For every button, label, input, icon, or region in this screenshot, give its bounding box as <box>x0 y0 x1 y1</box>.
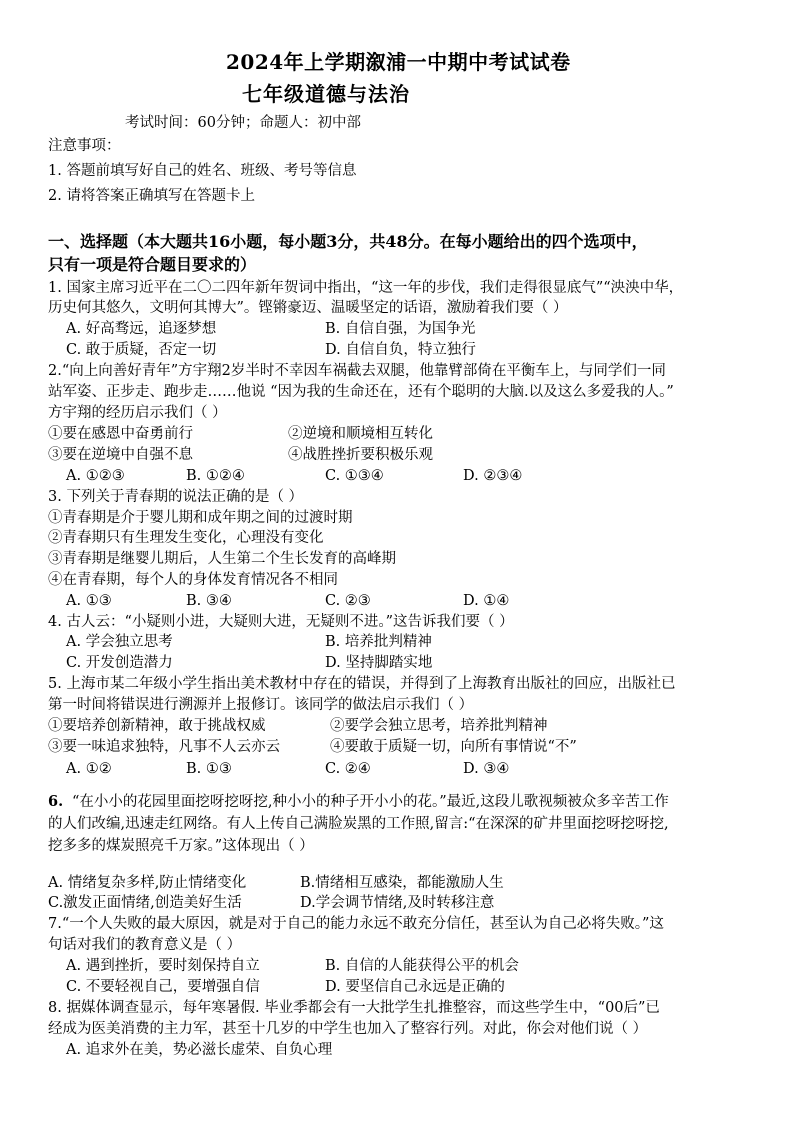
q3-option-c: C. ②③ <box>325 593 371 609</box>
q5-stem-cont: 第一时间将错误进行溯源并上报修订。该同学的做法启示我们（ ） <box>48 697 474 713</box>
q5-option-c: C. ②④ <box>325 761 371 777</box>
q3-statement-1: ①青春期是介于婴儿期和成年期之间的过渡时期 <box>48 510 353 526</box>
section-heading: 一、选择题（本大题共16小题，每小题3分，共48分。在每小题给出的四个选项中， <box>48 232 648 251</box>
exam-title: 2024年上学期溆浦一中期中考试试卷 <box>226 50 571 74</box>
q4-option-c: C. 开发创造潜力 <box>66 655 173 671</box>
q2-stem-cont: 站军姿、正步走、跑步走……他说 “因为我的生命还在，还有个聪明的大脑.以及这么多爱我的人。” <box>48 384 674 400</box>
q8-stem: 8. 据媒体调查显示，每年寒暑假. 毕业季都会有一大批学生扎推整容，而这些学生中，“00后”已 <box>48 1000 660 1016</box>
q3-statement-4: ④在青春期，每个人的身体发育情况各不相同 <box>48 572 338 588</box>
q5-statement-3: ③要一味追求独特，凡事不人云亦云 <box>48 739 280 755</box>
q4-option-d: D. 坚持脚踏实地 <box>325 655 433 671</box>
q2-option-d: D. ②③④ <box>463 468 523 484</box>
q3-stem: 3. 下列关于青春期的说法正确的是（ ） <box>48 489 304 505</box>
q5-option-a: A. ①② <box>66 761 112 777</box>
q4-option-a: A. 学会独立思考 <box>66 634 173 650</box>
q2-statement-2: ②逆境和顺境相互转化 <box>288 426 433 442</box>
q2-stem: 2.“向上向善好青年”方宇翔2岁半时不幸因车祸截去双腿，他靠臂部倚在平衡车上，与同学们一同 <box>48 363 666 379</box>
q3-statement-3: ③青春期是继婴儿期后，人生第二个生长发育的高峰期 <box>48 551 396 567</box>
q5-statement-2: ②要学会独立思考，培养批判精神 <box>330 718 548 734</box>
q7-option-d: D. 要坚信自己永远是正确的 <box>325 979 505 995</box>
q5-option-d: D. ③④ <box>463 761 510 777</box>
q5-statement-4: ④要敢于质疑一切，向所有事情说“不” <box>330 739 577 755</box>
q5-option-b: B. ①③ <box>186 761 232 777</box>
q1-option-b: B. 自信自强，为国争光 <box>325 321 476 337</box>
note-1: 1. 答题前填写好自己的姓名、班级、考号等信息 <box>48 163 357 179</box>
q4-option-b: B. 培养批判精神 <box>325 634 432 650</box>
q7-option-c: C. 不要轻视自己，要增强自信 <box>66 979 260 995</box>
q6-option-b: B.情绪相互感染，都能激励人生 <box>300 875 504 891</box>
q6-option-a: A. 情绪复杂多样,防止情绪变化 <box>48 875 247 891</box>
q1-option-c: C. 敢于质疑，否定一切 <box>66 342 217 358</box>
q2-statement-3: ③要在逆境中自强不息 <box>48 447 193 463</box>
q8-option-a: A. 追求外在美，势必滋长虚荣、自负心理 <box>66 1042 333 1058</box>
q2-option-a: A. ①②③ <box>66 468 125 484</box>
q2-statement-1: ①要在感恩中奋勇前行 <box>48 426 193 442</box>
q7-option-a: A. 遇到挫折，要时刻保持自立 <box>66 958 260 974</box>
q1-option-a: A. 好高骛远，追逐梦想 <box>66 321 217 337</box>
q6-option-d: D.学会调节情绪,及时转移注意 <box>300 895 495 911</box>
q1-option-d: D. 自信自负，特立独行 <box>325 342 476 358</box>
q2-statement-4: ④战胜挫折要积极乐观 <box>288 447 433 463</box>
q6-option-c: C.激发正面情绪,创造美好生活 <box>48 895 242 911</box>
q3-option-b: B. ③④ <box>186 593 232 609</box>
q5-statement-1: ①要培养创新精神，敢于挑战权威 <box>48 718 266 734</box>
q3-option-d: D. ①④ <box>463 593 510 609</box>
q6-number: 6. <box>48 793 64 810</box>
exam-subtitle: 七年级道德与法治 <box>242 82 410 106</box>
q8-stem-cont: 经成为医美消费的主力军，甚至十几岁的中学生也加入了整容行列。对此，你会对他们说（ ） <box>48 1021 648 1037</box>
q3-option-a: A. ①③ <box>66 593 112 609</box>
q1-stem: 1. 国家主席习近平在二〇二四年新年贺词中指出，“这一年的步伐，我们走得很显底气”“泱泱中华， <box>48 280 684 296</box>
q7-stem: 7.“一个人失败的最大原因，就是对于自己的能力永远不敢充分信任，甚至认为自己必将失败。”这 <box>48 916 664 932</box>
q2-option-b: B. ①②④ <box>186 468 245 484</box>
q6-stem-cont: 的人们改编,迅速走红网络。有人上传自己满脸炭黑的工作照,留言:“在深深的矿井里面挖呀挖呀挖, <box>48 816 669 832</box>
q2-stem-cont2: 方宇翔的经历启示我们（ ） <box>48 405 227 421</box>
q6-stem: “在小小的花园里面挖呀挖呀挖,种小小的种子开小小的花。”最近,这段儿歌视频被众多辛苦工作 <box>72 794 669 810</box>
q1-stem-cont: 历史何其悠久，文明何其博大”。铿锵豪迈、温暖坚定的话语，激励着我们要（ ） <box>48 300 568 316</box>
q6-stem-cont2: 挖多多的煤炭照亮千万家。”这体现出（ ） <box>48 838 314 854</box>
q7-stem-cont: 句话对我们的教育意义是（ ） <box>48 937 242 953</box>
q4-stem: 4. 古人云：“小疑则小进，大疑则大进，无疑则不进。”这告诉我们要（ ） <box>48 614 514 630</box>
exam-info: 考试时间：60分钟；命题人：初中部 <box>125 115 361 131</box>
note-2: 2. 请将答案正确填写在答题卡上 <box>48 188 255 204</box>
section-heading-cont: 只有一项是符合题目要求的） <box>48 255 257 274</box>
q5-stem: 5. 上海市某二年级小学生指出美术教材中存在的错误，并得到了上海教育出版社的回应，出版社已 <box>48 676 676 692</box>
q7-option-b: B. 自信的人能获得公平的机会 <box>325 958 519 974</box>
q2-option-c: C. ①③④ <box>325 468 384 484</box>
q3-statement-2: ②青春期只有生理发生变化，心理没有变化 <box>48 530 324 546</box>
notes-title: 注意事项： <box>48 138 121 154</box>
